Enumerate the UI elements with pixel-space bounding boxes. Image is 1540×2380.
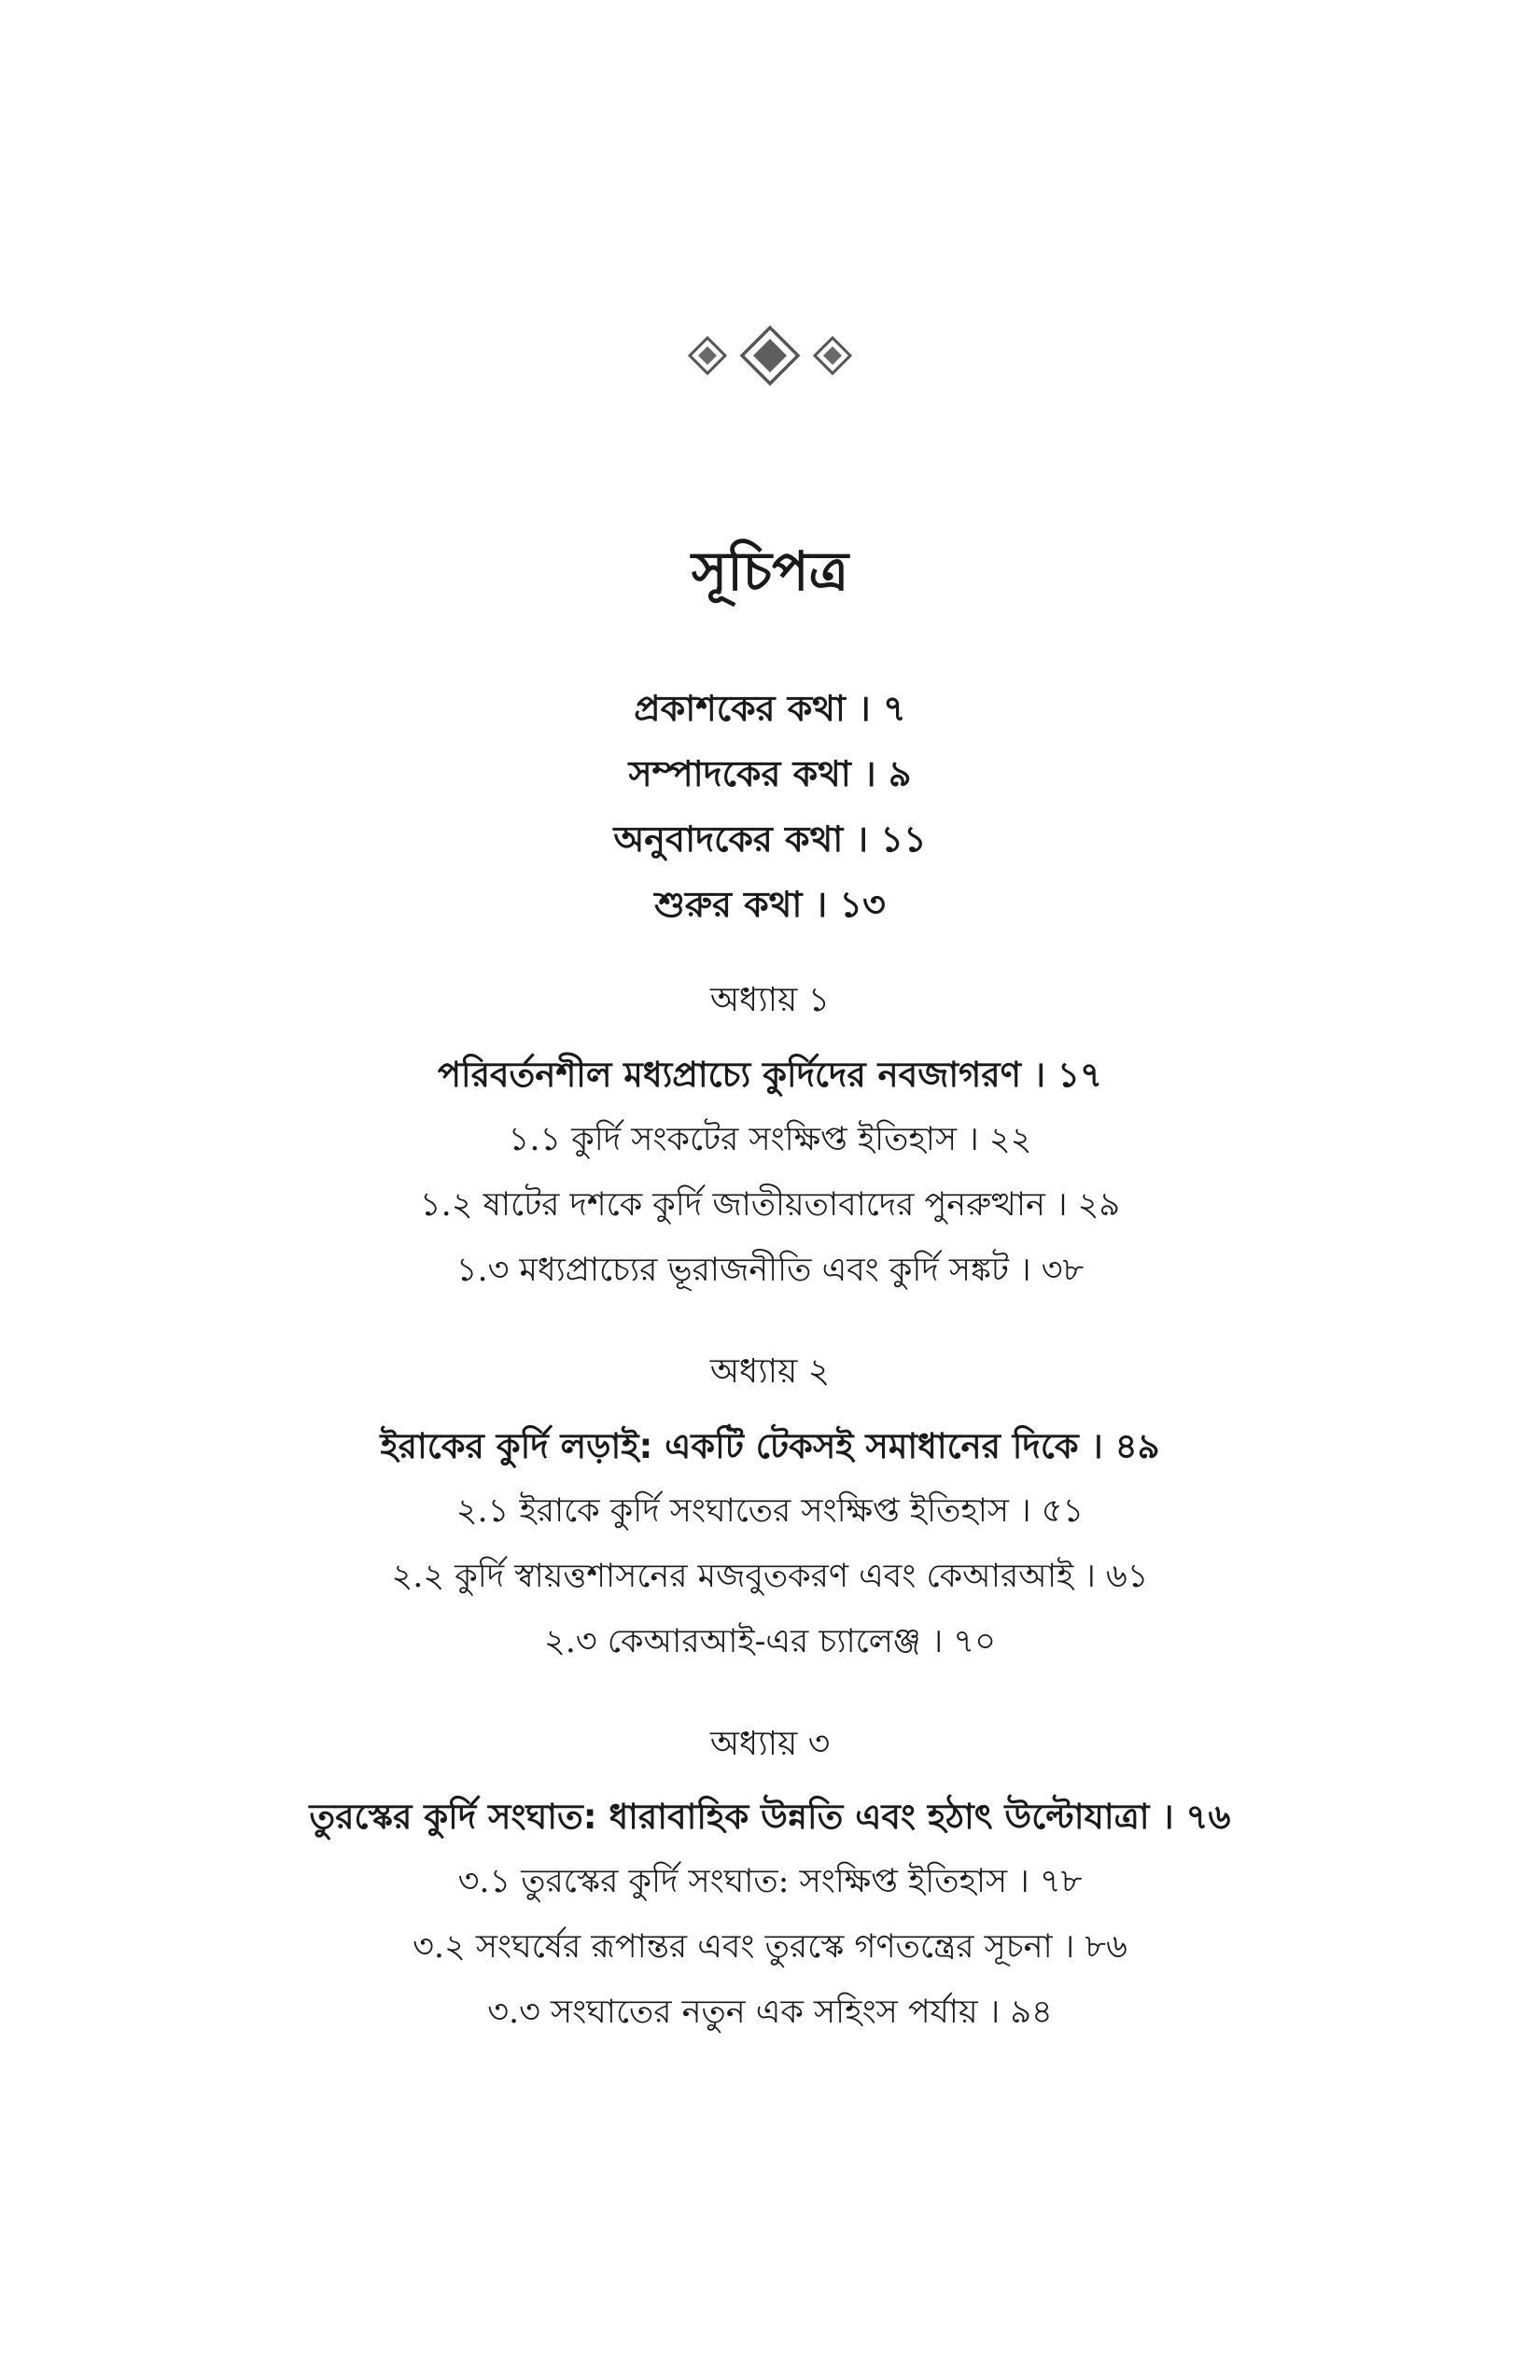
toc-entry-translator-note: অনুবাদকের কথা । ১১ [613,819,927,860]
toc-entry-introduction: শুরুর কথা । ১৩ [654,884,886,925]
section-1-2: ১.২ ষাটের দশকে কুর্দি জাতীয়তাবাদের পুনরুত্থান । ২৯ [419,1186,1121,1224]
chapter-1-title: পরিবর্তনশীল মধ্যপ্রাচ্যে কুর্দিদের নবজাগরণ । ১৭ [437,1055,1103,1095]
section-2-3: ২.৩ কেআরআই-এর চ্যালেঞ্জ । ৭০ [544,1623,996,1660]
toc-title: সূচিপত্র [691,539,849,603]
chapter-3-title: তুরস্কের কুর্দি সংঘাত: ধারাবাহিক উন্নতি এবং হঠাৎ উল্টোযাত্রা । ৭৬ [309,1797,1231,1837]
section-3-3: ৩.৩ সংঘাতের নতুন এক সহিংস পর্যায় । ৯৪ [487,1994,1053,2031]
chapter-1-label: অধ্যায় ১ [709,981,831,1019]
section-1-1: ১.১ কুর্দি সংকটের সংক্ষিপ্ত ইতিহাস । ২২ [508,1121,1032,1158]
chapter-2-label: অধ্যায় ২ [709,1352,831,1391]
diamond-large-center-icon [739,325,801,386]
diamond-small-left-icon [687,335,728,376]
diamond-ornament [0,325,1540,386]
section-1-3: ১.৩ মধ্যপ্রাচ্যের ভূরাজনীতি এবং কুর্দি সঙ্কট । ৩৮ [455,1252,1085,1289]
chapter-3-label: অধ্যায় ৩ [709,1725,831,1763]
toc-entry-publisher-note: প্রকাশকের কথা । ৭ [634,688,906,729]
diamond-small-right-icon [812,335,853,376]
section-2-2: ২.২ কুর্দি স্বায়ত্তশাসনের মজবুতকরণ এবং কেআরআই । ৬১ [391,1558,1149,1595]
chapter-2-title: ইরাকের কুর্দি লড়াই: একটি টেকসই সমাধানের দিকে । ৪৯ [380,1426,1160,1466]
section-3-1: ৩.১ তুরস্কের কুর্দি সংঘাত: সংক্ষিপ্ত ইতিহাস । ৭৮ [457,1863,1083,1900]
section-3-2: ৩.২ সংঘর্ষের রূপান্তর এবং তুরস্কে গণতন্ত্রের সূচনা । ৮৬ [413,1928,1127,1966]
toc-entry-editor-note: সম্পাদকের কথা । ৯ [628,753,912,794]
section-2-1: ২.১ ইরাকে কুর্দি সংঘাতের সংক্ষিপ্ত ইতিহাস । ৫১ [455,1492,1085,1530]
